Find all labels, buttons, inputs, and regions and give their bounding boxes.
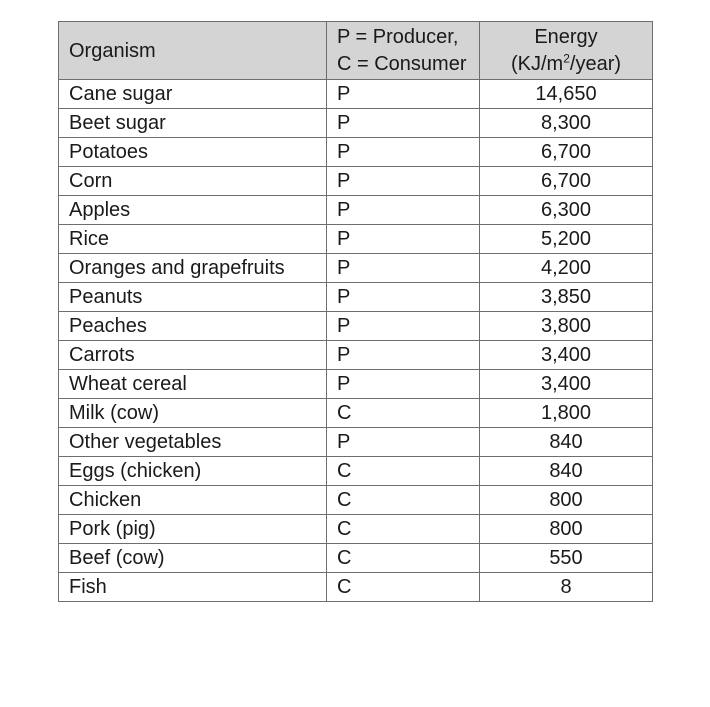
- table-row: [59, 515, 653, 544]
- energy-table: [58, 21, 653, 602]
- type-cell: C: [327, 399, 480, 428]
- organism-cell: Other vegetables: [59, 428, 327, 457]
- header-energy-line1: Energy: [534, 25, 598, 48]
- type-cell: P: [327, 254, 480, 283]
- table-row: [59, 225, 653, 254]
- type-cell: P: [327, 225, 480, 254]
- type-cell: P: [327, 80, 480, 109]
- type-cell: P: [327, 283, 480, 312]
- table-row: [59, 573, 653, 602]
- organism-cell: Oranges and grapefruits: [59, 254, 327, 283]
- table-row: [59, 399, 653, 428]
- energy-cell: 3,400: [480, 370, 653, 399]
- table-row: [59, 341, 653, 370]
- energy-cell: 6,700: [480, 167, 653, 196]
- organism-cell: Pork (pig): [59, 515, 327, 544]
- header-energy-unit-pre: (KJ/m: [510, 52, 564, 75]
- table-row: [59, 167, 653, 196]
- energy-cell: 3,800: [480, 312, 653, 341]
- type-cell: C: [327, 573, 480, 602]
- type-cell: C: [327, 457, 480, 486]
- table-row: [59, 196, 653, 225]
- header-energy-unit-sup: 2: [563, 50, 570, 65]
- header-organism: Organism: [59, 22, 327, 80]
- type-cell: P: [327, 138, 480, 167]
- organism-cell: Fish: [59, 573, 327, 602]
- organism-cell: Beef (cow): [59, 544, 327, 573]
- type-cell: P: [327, 370, 480, 399]
- table-row: [59, 254, 653, 283]
- type-cell: P: [327, 312, 480, 341]
- energy-cell: 1,800: [480, 399, 653, 428]
- energy-cell: 800: [480, 486, 653, 515]
- header-producer-consumer: [327, 22, 480, 80]
- type-cell: C: [327, 486, 480, 515]
- table-row: [59, 486, 653, 515]
- energy-cell: 5,200: [480, 225, 653, 254]
- organism-cell: Beet sugar: [59, 109, 327, 138]
- table-row: [59, 457, 653, 486]
- table-row: [59, 428, 653, 457]
- organism-cell: Apples: [59, 196, 327, 225]
- header-type-line2: C = Consumer: [337, 52, 467, 75]
- table-row: [59, 370, 653, 399]
- organism-cell: Corn: [59, 167, 327, 196]
- type-cell: P: [327, 167, 480, 196]
- energy-cell: 8,300: [480, 109, 653, 138]
- header-energy-unit: [510, 50, 622, 75]
- type-cell: P: [327, 341, 480, 370]
- energy-cell: 800: [480, 515, 653, 544]
- organism-cell: Peaches: [59, 312, 327, 341]
- energy-cell: 14,650: [480, 80, 653, 109]
- organism-cell: Peanuts: [59, 283, 327, 312]
- type-cell: P: [327, 428, 480, 457]
- organism-cell: Milk (cow): [59, 399, 327, 428]
- header-type-line1: P = Producer,: [337, 25, 459, 48]
- energy-cell: 840: [480, 428, 653, 457]
- organism-cell: Cane sugar: [59, 80, 327, 109]
- energy-cell: 4,200: [480, 254, 653, 283]
- header-energy: [480, 22, 653, 80]
- organism-cell: Potatoes: [59, 138, 327, 167]
- table-row: [59, 138, 653, 167]
- type-cell: C: [327, 544, 480, 573]
- energy-cell: 3,850: [480, 283, 653, 312]
- table-body: [59, 80, 653, 602]
- table-row: [59, 109, 653, 138]
- header-energy-unit-post: /year): [569, 52, 622, 75]
- table-row: [59, 312, 653, 341]
- type-cell: P: [327, 109, 480, 138]
- organism-cell: Chicken: [59, 486, 327, 515]
- organism-cell: Wheat cereal: [59, 370, 327, 399]
- type-cell: C: [327, 515, 480, 544]
- header-row: [59, 22, 653, 80]
- organism-cell: Carrots: [59, 341, 327, 370]
- table-row: [59, 80, 653, 109]
- table-header: [59, 22, 653, 80]
- table-row: [59, 544, 653, 573]
- table-row: [59, 283, 653, 312]
- energy-cell: 550: [480, 544, 653, 573]
- energy-cell: 6,700: [480, 138, 653, 167]
- organism-cell: Eggs (chicken): [59, 457, 327, 486]
- energy-cell: 840: [480, 457, 653, 486]
- energy-cell: 3,400: [480, 341, 653, 370]
- type-cell: P: [327, 196, 480, 225]
- energy-cell: 6,300: [480, 196, 653, 225]
- energy-cell: 8: [480, 573, 653, 602]
- organism-cell: Rice: [59, 225, 327, 254]
